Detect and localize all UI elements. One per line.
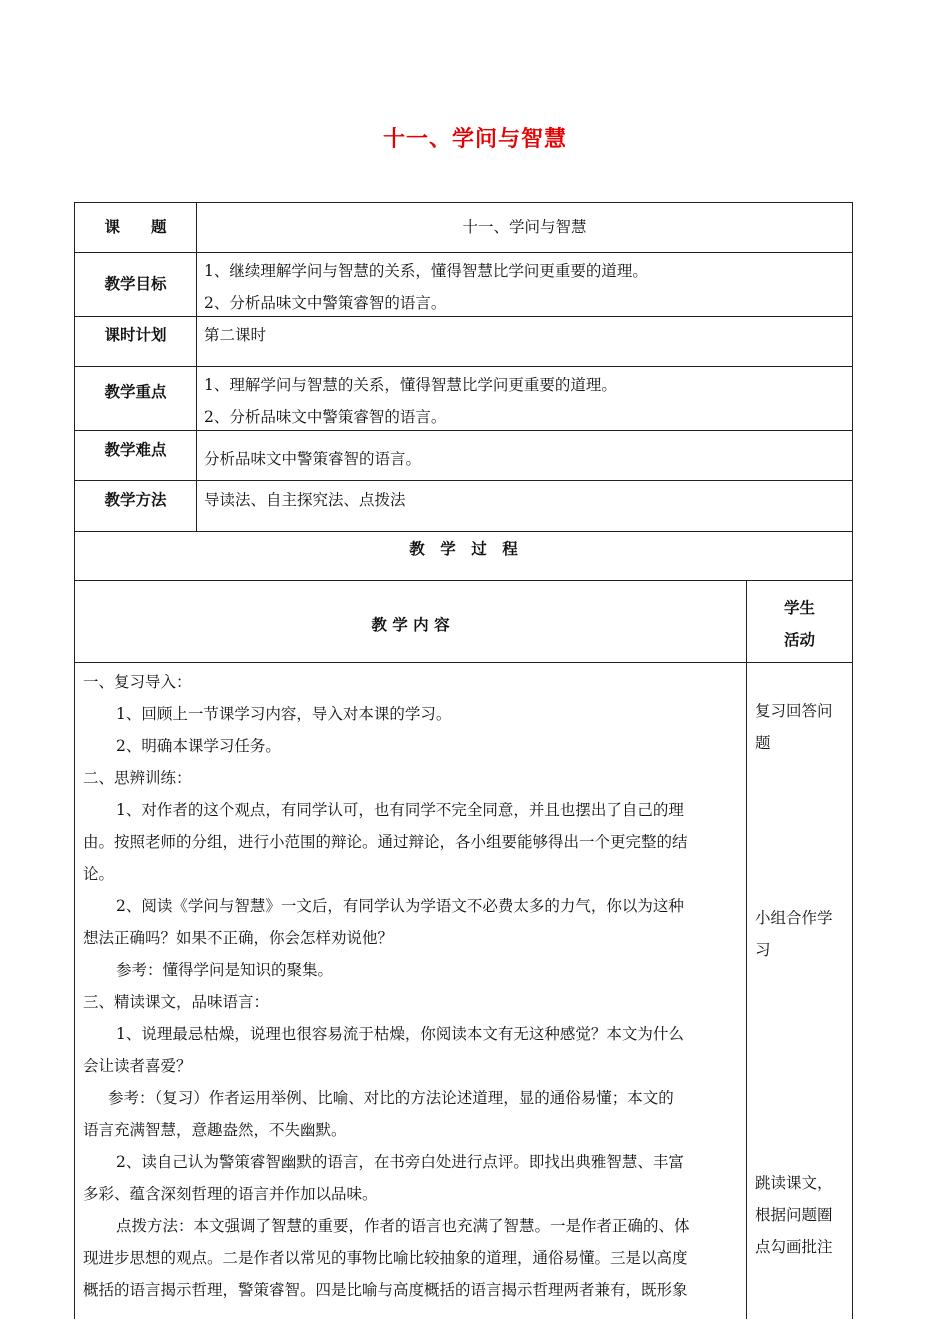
activity-line: 小组合作学 — [755, 909, 833, 927]
content-line: 由。按照老师的分组，进行小范围的辩论。通过辩论，各小组要能够得出一个更完整的结 — [83, 833, 688, 851]
label-teaching-goals: 教学目标 — [104, 275, 167, 293]
content-line: 语言充满智慧，意趣盎然，不失幽默。 — [83, 1121, 347, 1139]
activity-group-study — [755, 902, 850, 966]
teaching-content — [83, 666, 743, 1306]
difficulties-value: 分析品味文中警策睿智的语言。 — [204, 450, 422, 468]
content-line: 2、读自己认为警策睿智幽默的语言，在书旁白处进行点评。即找出典雅智慧、丰富 — [116, 1153, 684, 1171]
key-points-value — [204, 369, 844, 433]
goal-line: 1、继续理解学问与智慧的关系，懂得智慧比学问更重要的道理。 — [204, 262, 648, 280]
goal-line: 2、分析品味文中警策睿智的语言。 — [204, 294, 447, 312]
content-line: 1、回顾上一节课学习内容，导入对本课的学习。 — [116, 705, 452, 723]
content-line: 1、说理最忌枯燥，说理也很容易流于枯燥，你阅读本文有无这种感觉？本文为什么 — [116, 1025, 684, 1043]
label-lesson-title: 课 题 — [104, 218, 167, 236]
schedule-value: 第二课时 — [204, 326, 267, 344]
activity-column-header — [747, 592, 852, 656]
process-header: 教 学 过 程 — [409, 540, 518, 558]
content-line: 二、思辨训练： — [83, 769, 192, 787]
label-methods: 教学方法 — [104, 491, 167, 509]
content-line: 三、精读课文，品味语言： — [83, 993, 270, 1011]
content-column-header: 教 学 内 容 — [371, 616, 450, 634]
methods-value: 导读法、自主探究法、点拨法 — [204, 491, 406, 509]
label-key-points: 教学重点 — [104, 383, 167, 401]
key-point-line: 1、理解学问与智慧的关系，懂得智慧比学问更重要的道理。 — [204, 376, 617, 394]
content-line: 2、阅读《学问与智慧》一文后，有同学认为学语文不必费太多的力气，你以为这种 — [116, 897, 684, 915]
content-line: 概括的语言揭示哲理，警策睿智。四是比喻与高度概括的语言揭示哲理两者兼有，既形象 — [83, 1281, 688, 1299]
content-line: 现进步思想的观点。二是作者以常见的事物比喻比较抽象的道理，通俗易懂。三是以高度 — [83, 1249, 688, 1267]
content-line: 一、复习导入： — [83, 673, 192, 691]
key-point-line: 2、分析品味文中警策睿智的语言。 — [204, 408, 447, 426]
activity-line: 跳读课文， — [755, 1174, 833, 1192]
activity-header-line: 学生 — [783, 599, 815, 617]
content-line: 多彩、蕴含深刻哲理的语言并作加以品味。 — [83, 1185, 378, 1203]
content-line: 参考：懂得学问是知识的聚集。 — [116, 961, 334, 979]
label-difficulties: 教学难点 — [104, 441, 167, 459]
content-line: 点拨方法：本文强调了智慧的重要，作者的语言也充满了智慧。一是作者正确的、体 — [116, 1217, 690, 1235]
content-line: 想法正确吗？如果不正确，你会怎样劝说他？ — [83, 929, 394, 947]
activity-line: 习 — [755, 941, 771, 959]
content-line: 2、明确本课学习任务。 — [116, 737, 281, 755]
activity-skim-reading — [755, 1167, 850, 1263]
content-line: 参考：（复习）作者运用举例、比喻、对比的方法论述道理，显的通俗易懂；本文的 — [108, 1089, 674, 1107]
activity-line: 点勾画批注 — [755, 1238, 833, 1256]
document-title: 十一、学问与智慧 — [382, 127, 567, 152]
content-line: 论。 — [83, 865, 115, 883]
activity-line: 题 — [755, 734, 771, 752]
activity-header-line: 活动 — [783, 631, 815, 649]
lesson-title-value: 十一、学问与智慧 — [462, 218, 587, 236]
label-schedule: 课时计划 — [104, 326, 167, 344]
content-line: 1、对作者的这个观点，有同学认可，也有同学不完全同意，并且也摆出了自己的理 — [116, 801, 684, 819]
activity-line: 复习回答问 — [755, 702, 833, 720]
content-line: 会让读者喜爱？ — [83, 1057, 192, 1075]
activity-line: 根据问题圈 — [755, 1206, 833, 1224]
activity-review — [755, 695, 850, 759]
teaching-goals-value — [204, 255, 844, 319]
